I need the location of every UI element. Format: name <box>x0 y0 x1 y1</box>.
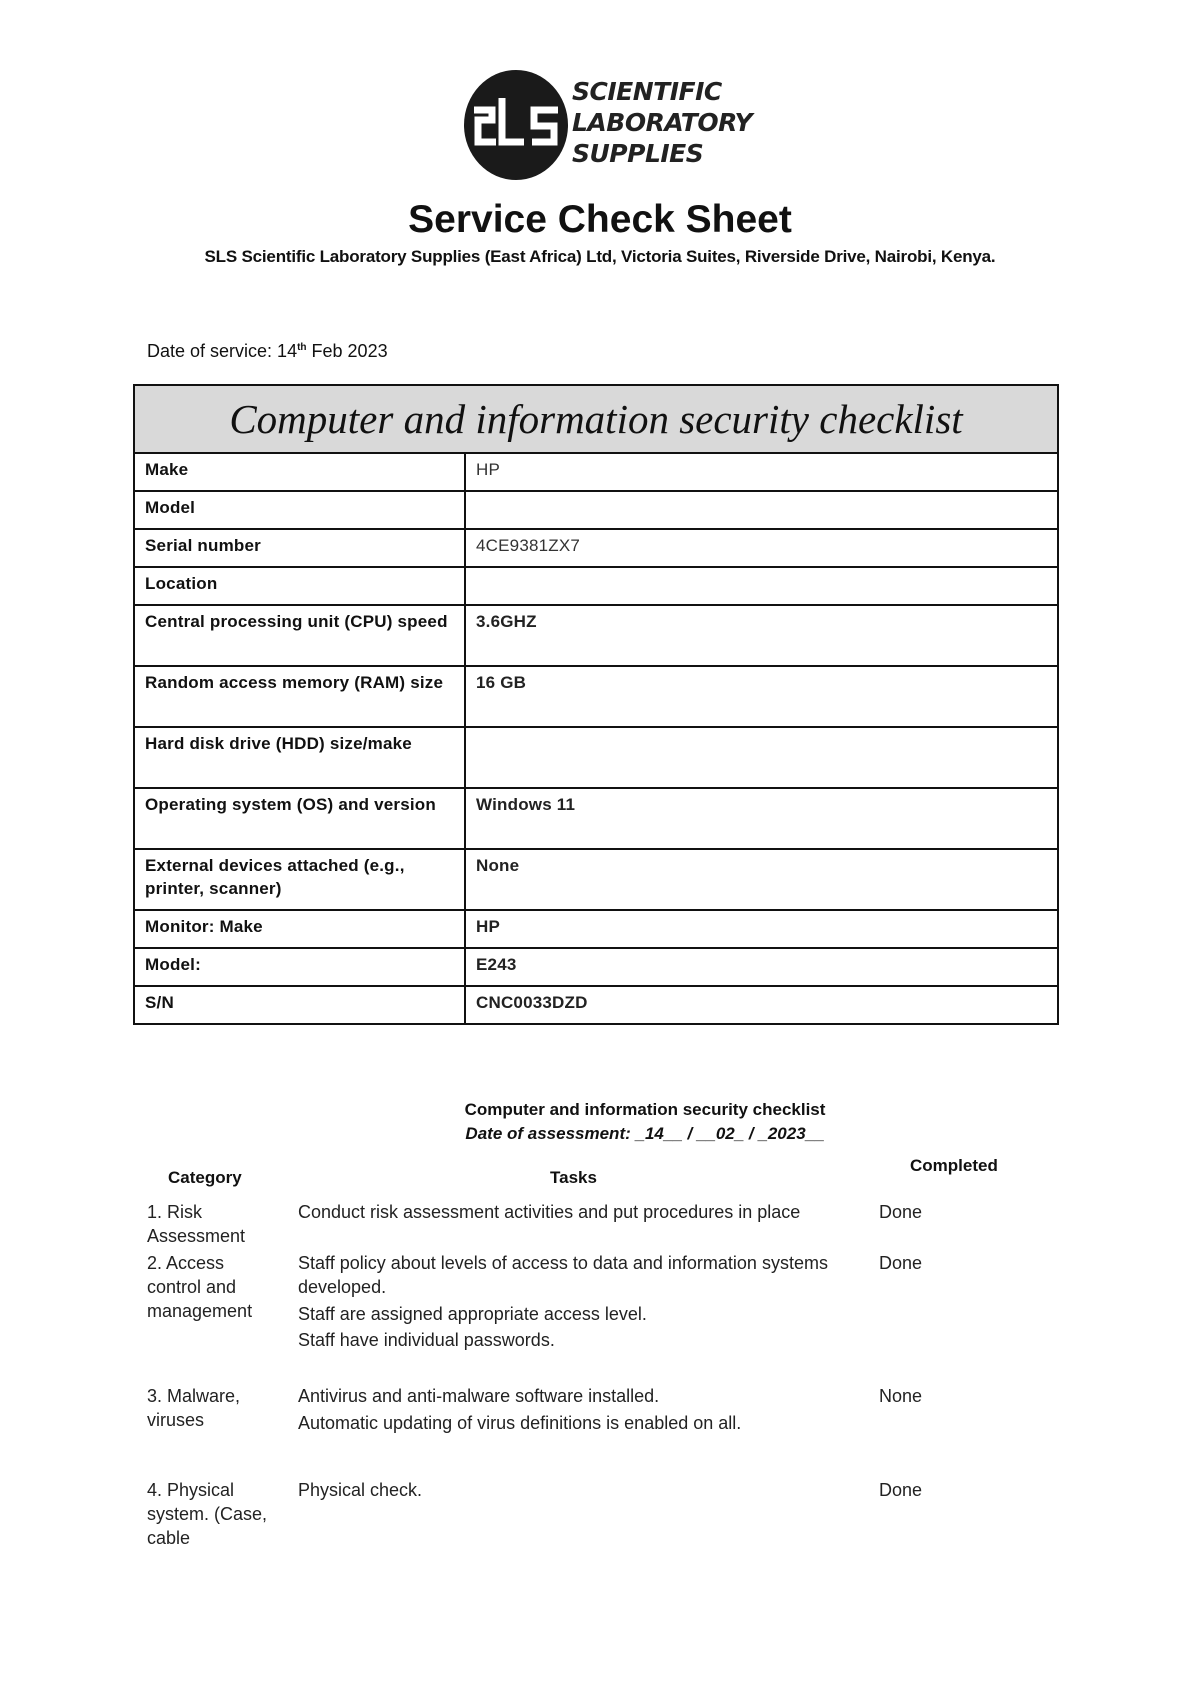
row-label: S/N <box>134 986 465 1024</box>
table-row <box>134 986 1058 1024</box>
table-row <box>134 849 1058 910</box>
table-row <box>134 491 1058 529</box>
date-of-service-rest: Feb 2023 <box>306 341 388 361</box>
table-row <box>134 727 1058 788</box>
column-header-completed: Completed <box>910 1156 998 1175</box>
column-header-category: Category <box>168 1168 242 1187</box>
row-label: External devices attached (e.g., printer, scanner) <box>134 849 465 910</box>
table-row <box>134 948 1058 986</box>
category-cell: 1. Risk Assessment <box>147 1202 246 1246</box>
table-row <box>134 567 1058 605</box>
completed-cell: Done <box>879 1253 923 1273</box>
row-label: Serial number <box>134 529 465 567</box>
row-value: Windows 11 <box>465 788 1058 849</box>
table-row <box>134 910 1058 948</box>
table-row <box>134 666 1058 727</box>
row-value: CNC0033DZD <box>465 986 1058 1024</box>
spec-table-header: Computer and information security checklist <box>134 385 1058 453</box>
task-text: Antivirus and anti-malware software installed. <box>298 1386 660 1406</box>
row-value <box>465 567 1058 605</box>
row-value: 16 GB <box>465 666 1058 727</box>
table-row <box>134 529 1058 567</box>
logo-line-1: SCIENTIFIC <box>572 77 722 106</box>
task-text: Automatic updating of virus definitions is enabled on all. <box>298 1413 742 1433</box>
table-row <box>134 453 1058 491</box>
sls-logo-mark-icon <box>462 68 572 184</box>
row-value: None <box>465 849 1058 910</box>
row-label: Model: <box>134 948 465 986</box>
row-label: Location <box>134 567 465 605</box>
page-title: Service Check Sheet <box>408 198 792 241</box>
row-label: Random access memory (RAM) size <box>134 666 465 727</box>
category-cell: 3. Malware, viruses <box>147 1386 241 1430</box>
row-value <box>465 491 1058 529</box>
date-ordinal-suffix: th <box>297 342 307 353</box>
company-address: SLS Scientific Laboratory Supplies (East Africa) Ltd, Victoria Suites, Riverside Drive, Nairobi, Kenya. <box>204 247 996 266</box>
spec-table <box>133 384 1059 1025</box>
row-value: HP <box>465 910 1058 948</box>
completed-cell: Done <box>879 1202 923 1222</box>
logo-line-3: SUPPLIES <box>572 139 704 168</box>
row-value: 3.6GHZ <box>465 605 1058 666</box>
task-text: Staff are assigned appropriate access level. <box>298 1304 647 1324</box>
column-header-tasks: Tasks <box>550 1168 597 1187</box>
row-label: Central processing unit (CPU) speed <box>134 605 465 666</box>
table-row <box>134 605 1058 666</box>
category-cell: 4. Physical system. (Case, cable <box>147 1480 268 1548</box>
logo-line-2: LABORATORY <box>572 108 753 137</box>
company-logo <box>462 68 762 184</box>
completed-cell: None <box>879 1386 923 1406</box>
table-row <box>134 788 1058 849</box>
date-of-service <box>147 341 388 362</box>
row-label: Make <box>134 453 465 491</box>
row-label: Operating system (OS) and version <box>134 788 465 849</box>
task-text: Physical check. <box>298 1480 423 1500</box>
date-of-service-label: Date of service: 14 <box>147 341 298 361</box>
row-label: Hard disk drive (HDD) size/make <box>134 727 465 788</box>
category-cell: 2. Access control and management <box>147 1253 253 1321</box>
assessment-date: Date of assessment: _14__ / __02_ / _2023__ <box>465 1124 825 1143</box>
checklist-title: Computer and information security checklist <box>464 1100 826 1119</box>
row-value: 4CE9381ZX7 <box>465 529 1058 567</box>
row-label: Monitor: Make <box>134 910 465 948</box>
logo-wordmark <box>572 76 752 169</box>
completed-cell: Done <box>879 1480 923 1500</box>
task-text: Staff have individual passwords. <box>298 1330 555 1350</box>
row-value <box>465 727 1058 788</box>
row-value: E243 <box>465 948 1058 986</box>
task-text: Conduct risk assessment activities and put procedures in place <box>298 1202 801 1222</box>
row-label: Model <box>134 491 465 529</box>
row-value: HP <box>465 453 1058 491</box>
task-text: Staff policy about levels of access to data and information systems developed. <box>298 1253 828 1297</box>
